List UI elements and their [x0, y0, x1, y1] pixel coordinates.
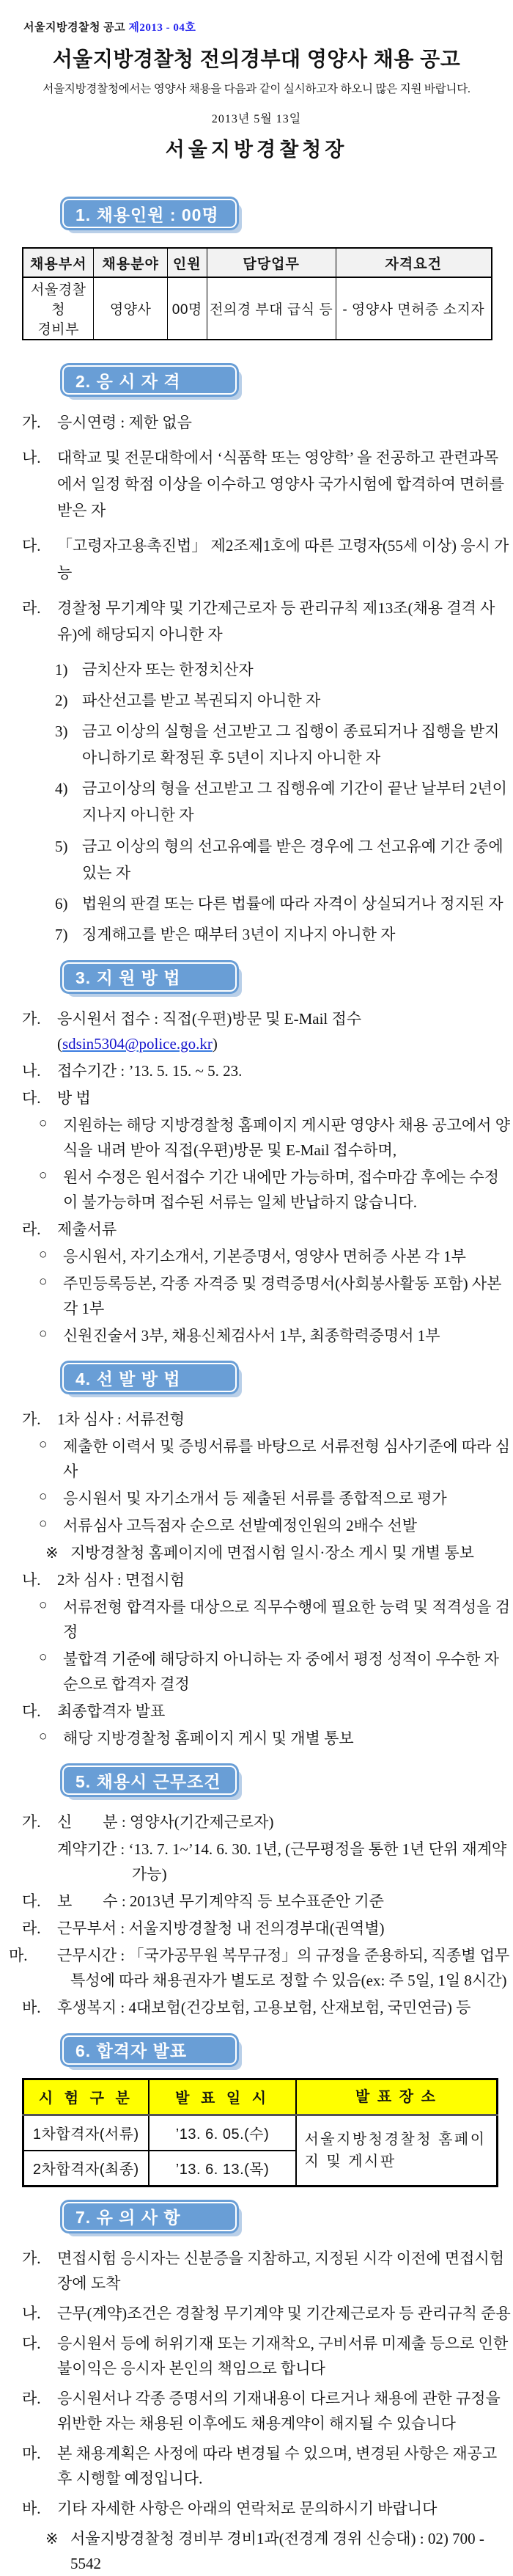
item-marker: 라. — [22, 1221, 41, 1239]
list-subitem — [0, 890, 513, 917]
section5-body — [0, 1810, 513, 2020]
cell-division-2: 2차합격자(최종) — [23, 2151, 149, 2187]
list-item — [0, 2441, 513, 2491]
section7-badge: 7. 유 의 사 항 — [62, 2202, 237, 2231]
circle-bullet: ○ — [39, 1516, 48, 1532]
item-text: 서류전형 합격자를 대상으로 직무수행에 필요한 능력 및 적격성을 검정 — [63, 1598, 511, 1642]
section7-header — [62, 2202, 513, 2231]
col-header-exam-division: 시 험 구 분 — [23, 2079, 149, 2115]
item-text: 면접시험 응시자는 신분증을 지참하고, 지정된 시각 이전에 면접시험장에 도착 — [57, 2249, 505, 2292]
item-text: 「고령자고용촉진법」 제2조제1호에 따른 고령자(55세 이상) 응시 가능 — [57, 537, 509, 582]
recruit-table-row — [23, 277, 492, 340]
list-item — [0, 595, 513, 648]
item-text: 주민등록등본, 각종 자격증 및 경력증명서(사회봉사활동 포함) 사본 각 1부 — [63, 1275, 502, 1318]
list-item — [0, 1837, 513, 1887]
cell-dept — [23, 277, 94, 340]
item-text: 서류심사 고득점자 순으로 선발예정인원의 2배수 선발 — [63, 1517, 418, 1535]
list-item — [0, 444, 513, 524]
circle-bullet: ○ — [39, 1489, 48, 1505]
list-item — [0, 2246, 513, 2296]
list-subitem — [0, 833, 513, 886]
item-text: 금치산자 또는 한정치산자 — [82, 660, 254, 678]
circle-bullet: ○ — [39, 1729, 48, 1745]
cell-dept-line1: 서울경찰청 — [31, 282, 86, 318]
item-text: 원서 수정은 원서접수 기간 내에만 가능하며, 접수마감 후에는 수정이 불가능하며 접수된 서류는 일체 반납하지 않습니다. — [63, 1168, 499, 1212]
item-text: 최종합격자 발표 — [57, 1702, 166, 1721]
item-text: 지원하는 해당 지방경찰청 홈페이지 게시판 영양사 채용 공고에서 양식을 내려 받아 직접(우편)방문 및 E-Mail 접수하며, — [63, 1116, 511, 1160]
item-text: 제출서류 — [57, 1221, 117, 1239]
announcement-date: 2013년 5월 13일 — [211, 113, 302, 125]
list-item — [0, 2386, 513, 2436]
circle-bullet: ○ — [39, 1247, 48, 1263]
result-table-row — [23, 2115, 498, 2151]
item-marker: 나. — [22, 1062, 41, 1080]
col-header-announce-place: 발 표 장 소 — [296, 2079, 497, 2115]
section1-badge: 1. 채용인원 : 00명 — [62, 199, 237, 228]
circle-bullet: ○ — [39, 1116, 48, 1132]
circle-bullet: ○ — [39, 1598, 48, 1614]
item-text: 2차 심사 : 면접시험 — [57, 1571, 185, 1589]
cell-date-1: ’13. 6. 05.(수) — [149, 2115, 297, 2151]
col-header-field: 채용분야 — [94, 248, 167, 277]
item-marker: 나. — [22, 449, 41, 467]
list-item — [0, 1407, 513, 1432]
item-marker: 다. — [22, 537, 41, 555]
recruit-table-header-row — [23, 248, 492, 277]
item-text: 응시원서 접수 : 직접(우편)방문 및 E-Mail 접수( — [57, 1009, 362, 1053]
cell-dept-line2: 경비부 — [37, 322, 79, 337]
cell-count: 00명 — [167, 277, 207, 340]
item-text: 응시연령 : 제한 없음 — [57, 414, 192, 431]
item-marker: 3) — [55, 722, 68, 741]
item-text: 계약기간 : ‘13. 7. 1~’14. 6. 30. 1년, (근무평정을 통한 1년 단위 재계약 가능) — [57, 1840, 507, 1884]
list-item — [0, 1006, 513, 1056]
item-text: 불합격 기준에 해당하지 아니하는 자 중에서 평정 성적이 우수한 자 순으로 합격자 결정 — [63, 1650, 499, 1694]
item-marker: 가. — [22, 1410, 41, 1429]
item-text: 후생복지 : 4대보험(건강보험, 고용보험, 산재보험, 국민연금) 등 — [57, 1999, 471, 2017]
item-text: 근무부서 : 서울지방경찰청 내 전의경부대(권역별) — [57, 1920, 385, 1938]
page-title: 서울지방경찰청 전의경부대 영양사 채용 공고 — [52, 48, 461, 70]
section2-body — [0, 409, 513, 948]
item-marker: 다. — [22, 1702, 41, 1721]
item-marker: 가. — [22, 1813, 41, 1832]
item-marker: 6) — [55, 894, 68, 912]
circle-bullet: ○ — [39, 1437, 48, 1453]
item-marker: 라. — [22, 599, 41, 617]
list-bullet-item — [0, 1434, 513, 1484]
list-subitem — [0, 687, 513, 714]
list-bullet-item — [0, 1323, 513, 1348]
item-marker: 5) — [55, 837, 68, 855]
list-subitem — [0, 718, 513, 771]
item-text: 해당 지방경찰청 홈페이지 게시 및 개별 통보 — [63, 1730, 354, 1748]
cell-field: 영양사 — [94, 277, 167, 340]
list-bullet-item — [0, 1271, 513, 1321]
announcement-document — [0, 19, 513, 2572]
item-marker: 마. — [9, 1947, 28, 1965]
cell-division-1: 1차합격자(서류) — [23, 2115, 149, 2151]
item-marker: 가. — [22, 1009, 41, 1028]
notice-prefix: 서울지방경찰청 공고 — [23, 22, 129, 34]
item-marker: 가. — [22, 414, 41, 431]
item-text: 금고 이상의 형의 선고유예를 받은 경우에 그 선고유예 기간 중에 있는 자 — [82, 837, 503, 882]
cell-qualification: - 영양사 면허증 소지자 — [336, 277, 492, 340]
item-text: 근무시간 : 「국가공무원 복무규정」의 규정을 준용하되, 직종별 업무 특성에 따라 채용권자가 별도로 정할 수 있음(ex: 주 5일, 1일 8시간) — [57, 1947, 510, 1990]
item-text: 법원의 판결 또는 다른 법률에 따라 자격이 상실되거나 정지된 자 — [82, 894, 503, 912]
item-marker: 다. — [22, 1892, 41, 1911]
list-item — [0, 2496, 513, 2521]
list-item — [0, 1217, 513, 1242]
section4-badge: 4. 선 발 방 법 — [62, 1363, 237, 1392]
col-header-duty: 담당업무 — [207, 248, 336, 277]
list-item — [0, 1086, 513, 1110]
list-item — [0, 1889, 513, 1914]
list-bullet-item — [0, 1513, 513, 1538]
item-marker: 4) — [55, 780, 68, 798]
item-text: 응시원서나 각종 증명서의 기재내용이 다르거나 채용에 관한 규정을 위반한 자는 채용된 이후에도 채용계약이 해지될 수 있습니다 — [57, 2389, 501, 2432]
result-table — [22, 2078, 498, 2187]
item-text: 신원진술서 3부, 채용신체검사서 1부, 최종학력증명서 1부 — [63, 1327, 440, 1345]
item-marker: 다. — [22, 2334, 41, 2352]
list-subitem — [0, 656, 513, 683]
section3-header — [62, 962, 513, 992]
item-text: 방 법 — [57, 1089, 91, 1108]
contact-text: 서울지방경찰청 경비부 경비1과(전경계 경위 신승대) : 02) 700 - 5542 — [70, 2529, 484, 2572]
item-text: 응시원서, 자기소개서, 기본증명서, 영양사 면허증 사본 각 1부 — [63, 1248, 466, 1266]
list-subitem — [0, 921, 513, 948]
page-subtitle: 서울지방경찰청에서는 영양사 채용을 다음과 같이 실시하고자 하오니 많은 지원 바랍니다. — [43, 83, 470, 95]
recruit-table — [22, 247, 492, 340]
list-item — [0, 1810, 513, 1834]
item-marker: 바. — [22, 1999, 41, 2017]
item-text: 신 분 : 영양사(기간제근로자) — [57, 1813, 274, 1832]
item-marker: 라. — [22, 1920, 41, 1938]
list-item — [0, 409, 513, 436]
item-marker: 마. — [22, 2444, 41, 2462]
section1-header — [62, 199, 513, 228]
item-marker: 바. — [22, 2499, 41, 2517]
col-header-count: 인원 — [167, 248, 207, 277]
item-text: 지방경찰청 홈페이지에 면접시험 일시·장소 게시 및 개별 통보 — [70, 1544, 474, 1562]
item-text: 경찰청 무기계약 및 기간제근로자 등 관리규칙 제13조(채용 결격 사유)에 해당되지 아니한 자 — [57, 599, 495, 643]
section3-badge: 3. 지 원 방 법 — [62, 962, 237, 992]
item-text: 근무(계약)조건은 경찰청 무기계약 및 기간제근로자 등 관리규칙 준용 — [57, 2304, 511, 2322]
item-text: ) — [212, 1034, 218, 1053]
section3-body — [0, 1006, 513, 1348]
section4-body — [0, 1407, 513, 1751]
contact-note — [0, 2526, 513, 2576]
item-marker: 다. — [22, 1089, 41, 1108]
item-marker: 라. — [22, 2389, 41, 2407]
list-item — [0, 1058, 513, 1083]
item-text: 기타 자세한 사항은 아래의 연락처로 문의하시기 바랍니다 — [57, 2499, 438, 2517]
item-text: 제출한 이력서 및 증빙서류를 바탕으로 서류전형 심사기준에 따라 심사 — [63, 1438, 511, 1481]
cell-duty: 전의경 부대 급식 등 — [207, 277, 336, 340]
reference-mark: ※ — [45, 2529, 59, 2547]
cell-location: 서울지방청경찰청 홈페이지 및 게시판 — [296, 2115, 497, 2186]
item-text: 파산선고를 받고 복권되지 아니한 자 — [82, 691, 321, 709]
section6-header — [62, 2035, 513, 2065]
list-bullet-item — [0, 1647, 513, 1697]
list-bullet-item — [0, 1244, 513, 1269]
item-marker: 가. — [22, 2249, 41, 2267]
issuer-signature: 서울지방경찰청장 — [165, 139, 348, 161]
list-bullet-item — [0, 1486, 513, 1511]
list-item — [0, 1995, 513, 2020]
col-header-announce-date: 발 표 일 시 — [149, 2079, 297, 2115]
section5-header — [62, 1765, 513, 1795]
item-marker: 7) — [55, 925, 68, 943]
list-item — [0, 533, 513, 585]
section4-header — [62, 1363, 513, 1392]
list-subitem — [0, 775, 513, 828]
list-item — [0, 1567, 513, 1592]
item-text: 대학교 및 전문대학에서 ‘식품학 또는 영양학’ 을 전공하고 관련과목에서 일정 학점 이상을 이수하고 영양사 국가시험에 합격하여 면허를 받은 자 — [57, 449, 505, 520]
item-text: 금고 이상의 실형을 선고받고 그 집행이 종료되거나 집행을 받지 아니하기로 확정된 후 5년이 지나지 아니한 자 — [82, 722, 500, 767]
item-marker: 나. — [22, 2304, 41, 2322]
item-marker: 나. — [22, 1571, 41, 1589]
section5-badge: 5. 채용시 근무조건 — [62, 1765, 237, 1795]
item-text: 본 채용계획은 사정에 따라 변경될 수 있으며, 변경된 사항은 재공고 후 시행할 예정입니다. — [57, 2444, 498, 2487]
circle-bullet: ○ — [39, 1326, 48, 1342]
section2-header — [62, 365, 513, 395]
item-text: 응시원서 및 자기소개서 등 제출된 서류를 종합적으로 평가 — [63, 1490, 447, 1508]
col-header-dept: 채용부서 — [23, 248, 94, 277]
circle-bullet: ○ — [39, 1274, 48, 1290]
list-item — [0, 1916, 513, 1941]
list-note-item — [0, 1540, 513, 1565]
section6-badge: 6. 합격자 발표 — [62, 2035, 237, 2065]
item-text: 징계해고를 받은 때부터 3년이 지나지 아니한 자 — [82, 925, 396, 943]
list-bullet-item — [0, 1595, 513, 1644]
list-bullet-item — [0, 1165, 513, 1215]
list-item — [0, 1699, 513, 1724]
item-text: 1차 심사 : 서류전형 — [57, 1410, 185, 1429]
item-marker: 2) — [55, 691, 68, 709]
notice-line — [23, 19, 513, 34]
list-bullet-item — [0, 1113, 513, 1163]
item-text: 응시원서 등에 허위기재 또는 기재착오, 구비서류 미제출 등으로 인한 불이익은 응시자 본인의 책임으로 합니다 — [57, 2334, 509, 2377]
list-item — [0, 2301, 513, 2326]
circle-bullet: ○ — [39, 1168, 48, 1184]
item-marker: 1) — [55, 660, 68, 678]
list-bullet-item — [0, 1726, 513, 1751]
item-text: 보 수 : 2013년 무기계약직 등 보수표준안 기준 — [57, 1892, 384, 1911]
email-link[interactable]: sdsin5304@police.go.kr — [62, 1034, 213, 1053]
result-table-header-row — [23, 2079, 498, 2115]
item-text: 접수기간 : ’13. 5. 15. ~ 5. 23. — [57, 1062, 243, 1080]
cell-date-2: ’13. 6. 13.(목) — [149, 2151, 297, 2187]
notice-number: 제2013 - 04호 — [128, 22, 196, 34]
item-text: 금고이상의 형을 선고받고 그 집행유예 기간이 끝난 날부터 2년이 지나지 아니한 자 — [82, 780, 507, 824]
circle-bullet: ○ — [39, 1650, 48, 1666]
section2-badge: 2. 응 시 자 격 — [62, 365, 237, 395]
reference-mark: ※ — [45, 1544, 59, 1562]
list-item — [0, 2331, 513, 2381]
col-header-qualification: 자격요건 — [336, 248, 492, 277]
list-item — [0, 1943, 513, 1993]
section7-body — [0, 2246, 513, 2576]
